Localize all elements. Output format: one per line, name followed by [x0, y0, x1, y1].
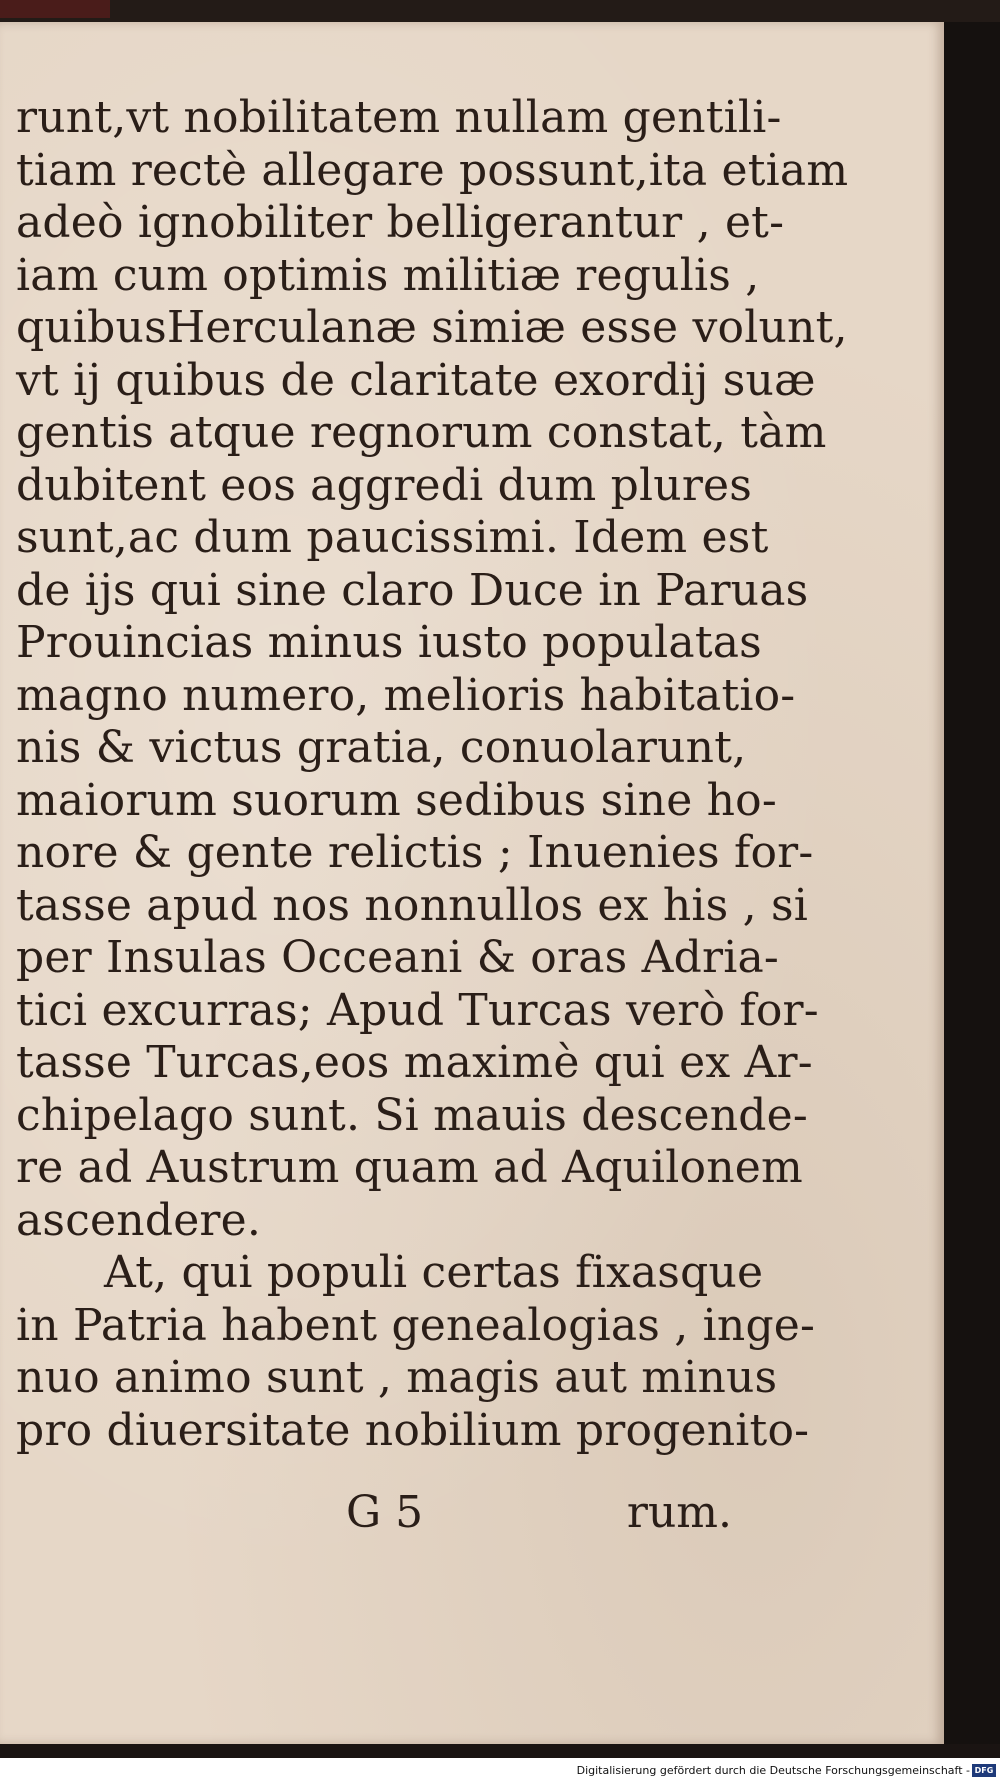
text-line: re ad Austrum quam ad Aquilonem	[16, 1142, 803, 1193]
text-line: magno numero, melioris habitatio-	[16, 669, 796, 721]
text-line: maiorum suorum sedibus sine ho-	[16, 774, 777, 826]
text-line: vt ij quibus de claritate exordij suæ	[16, 354, 816, 406]
dfg-logo-icon: DFG	[972, 1764, 996, 1777]
text-line: tici excurras; Apud Turcas verò for-	[16, 984, 819, 1036]
text-line: nore & gente relictis ; Inuenies for-	[16, 827, 814, 878]
paper-page	[0, 22, 944, 1744]
text-line: tasse Turcas,eos maximè qui ex Ar-	[16, 1037, 813, 1088]
text-line: gentis atque regnorum constat, tàm	[16, 407, 827, 458]
text-line: runt,vt nobilitatem nullam gentili-	[16, 92, 782, 143]
signature-mark: G 5	[346, 1487, 424, 1538]
text-line: nuo animo sunt , magis aut minus	[16, 1352, 778, 1403]
digitization-footer	[0, 1758, 1000, 1785]
text-line: Prouincias minus iusto populatas	[16, 617, 762, 668]
text-line: tasse apud nos nonnullos ex his , si	[16, 879, 809, 931]
text-line: nis & victus gratia, conuolarunt,	[16, 722, 747, 773]
binding-corner	[0, 0, 110, 18]
body-text	[16, 92, 849, 1457]
text-line: per Insulas Occeani & oras Adria-	[16, 932, 779, 983]
catchword: rum.	[626, 1487, 732, 1538]
text-line: sunt,ac dum paucissimi. Idem est	[16, 512, 769, 563]
text-line: pro diuersitate nobilium progenito-	[16, 1404, 810, 1456]
text-line: dubitent eos aggredi dum plures	[16, 459, 753, 511]
paragraph-first-line: At, qui populi certas fixasque	[104, 1247, 764, 1298]
text-line: adeò ignobiliter belligerantur , et-	[16, 197, 785, 248]
text-line: chipelago sunt. Si mauis descende-	[16, 1089, 808, 1141]
text-line: quibusHerculanæ simiæ esse volunt,	[16, 302, 848, 353]
text-line: ascendere.	[16, 1194, 262, 1246]
text-line: iam cum optimis militiæ regulis ,	[16, 249, 760, 301]
text-line: in Patria habent genealogias , inge-	[16, 1299, 816, 1351]
catch-line	[16, 1487, 732, 1539]
text-line: de ijs qui sine claro Duce in Paruas	[16, 564, 809, 616]
bottom-border	[0, 1744, 1000, 1758]
funding-credit: Digitalisierung gefördert durch die Deutsche Forschungsgemeinschaft -	[576, 1764, 970, 1777]
page-edge-shadow	[944, 22, 1000, 1744]
text-line: tiam rectè allegare possunt,ita etiam	[16, 144, 849, 196]
top-border	[0, 0, 1000, 22]
